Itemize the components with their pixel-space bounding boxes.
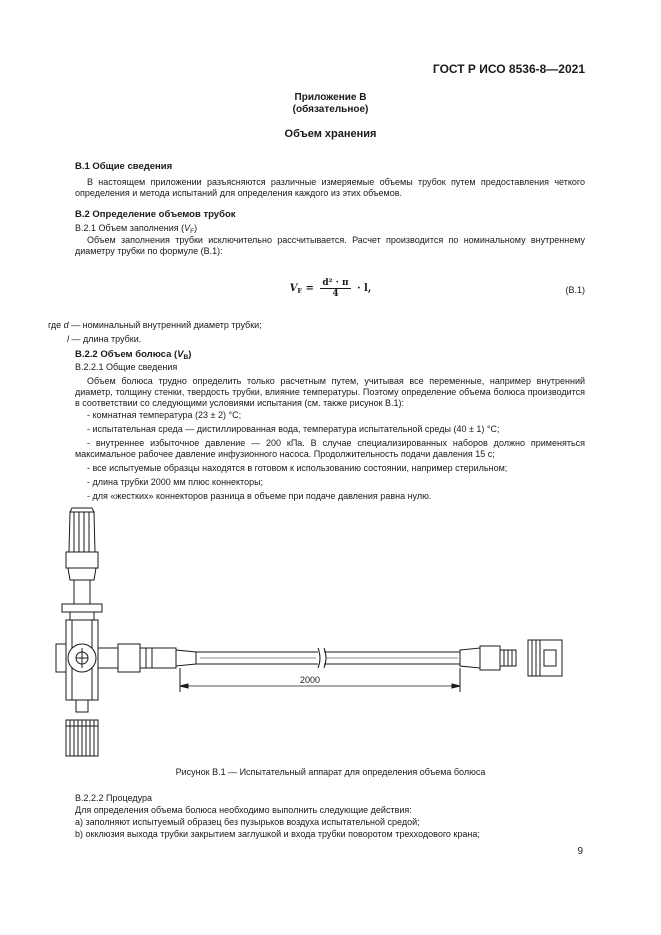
tubing (196, 648, 460, 668)
annex-status: (обязательное) (292, 104, 369, 115)
dimension-label: 2000 (300, 675, 321, 685)
figure-caption: Рисунок В.1 — Испытательный аппарат для определения объема болюса (175, 767, 486, 777)
section-b2-heading: В.2 Определение объемов трубок (75, 209, 236, 220)
section-b1-heading: В.1 Общие сведения (75, 161, 173, 172)
list-item: - для «жестких» коннекторов разница в объеме при подаче давления равна нулю. (87, 491, 432, 501)
where-l: l — длина трубки. (67, 334, 142, 344)
inlet-connector (118, 644, 196, 672)
page-number: 9 (577, 846, 583, 857)
list-item: - все испытуемые образцы находятся в готовом к использованию состоянии, например стерильном; (87, 463, 508, 473)
section-b22-heading: В.2.2 Объем болюса $(V_B)$ (75, 349, 192, 361)
annex-title: Приложение В (294, 92, 367, 103)
procedure-step: b) окклюзия выхода трубки закрытием заглушкой и входа трубки поворотом трехходового крана; (75, 829, 480, 839)
standard-number: ГОСТ Р ИСО 8536-8—2021 (432, 62, 585, 76)
formula-b1: $V_F$ = $\frac{\text{d² · π}}{4}$ · l, (289, 278, 372, 299)
annex-name: Объем хранения (284, 128, 377, 140)
list-item: - внутреннее избыточное давление — 200 кПа. В случае специализированных наборов должно применяться максимальное рабочее давление инфузионного насоса. Продолжительность подачи давления 15 с; (75, 438, 585, 459)
bottom-cap (66, 720, 98, 756)
section-b221-text: Объем болюса трудно определить только расчетным путем, учитывая все переменные, например внутренний диаметр, толщину стенки, твердость трубки, влияние температуры. Поэтому определение объема болюса производится в соответствии со следующими условиями испытания (см. также рисунок В.1): (75, 376, 585, 408)
outlet-connector (460, 646, 516, 670)
section-b21-heading: В.2.1 Объем заполнения $(V_F)$ (75, 223, 198, 235)
procedure-intro: Для определения объема болюса необходимо выполнить следующие действия: (75, 805, 412, 815)
formula-number: (В.1) (565, 285, 585, 295)
section-b222-heading: В.2.2.2 Процедура (75, 793, 153, 803)
section-b1-text: В настоящем приложении разъясняются различные измеряемые объемы трубок путем предоставления четкого определения и метода испытаний для определения каждого из этих объемов. (75, 177, 585, 198)
procedure-step: а) заполняют испытуемый образец без пузырьков воздуха испытательной средой; (75, 817, 420, 827)
stopcock-body (56, 580, 118, 712)
outlet-plug (528, 640, 562, 676)
section-b221-heading: В.2.2.1 Общие сведения (75, 362, 178, 372)
formula-fraction: $\frac{\text{d² · π}}{4}$ (322, 278, 349, 299)
top-cap (66, 508, 98, 580)
list-item: - длина трубки 2000 мм плюс коннекторы; (87, 477, 264, 487)
where-d: где d — номинальный внутренний диаметр трубки; (48, 320, 262, 330)
section-b21-text: Объем заполнения трубки исключительно рассчитывается. Расчет производится по номинальному внутреннему диаметру трубки по формуле (В.1): (75, 235, 585, 256)
list-item: - комнатная температура (23 ± 2) °С; (87, 410, 242, 420)
list-item: - испытательная среда — дистиллированная вода, температура испытательной среды (40 ± 1) °С; (87, 424, 500, 434)
